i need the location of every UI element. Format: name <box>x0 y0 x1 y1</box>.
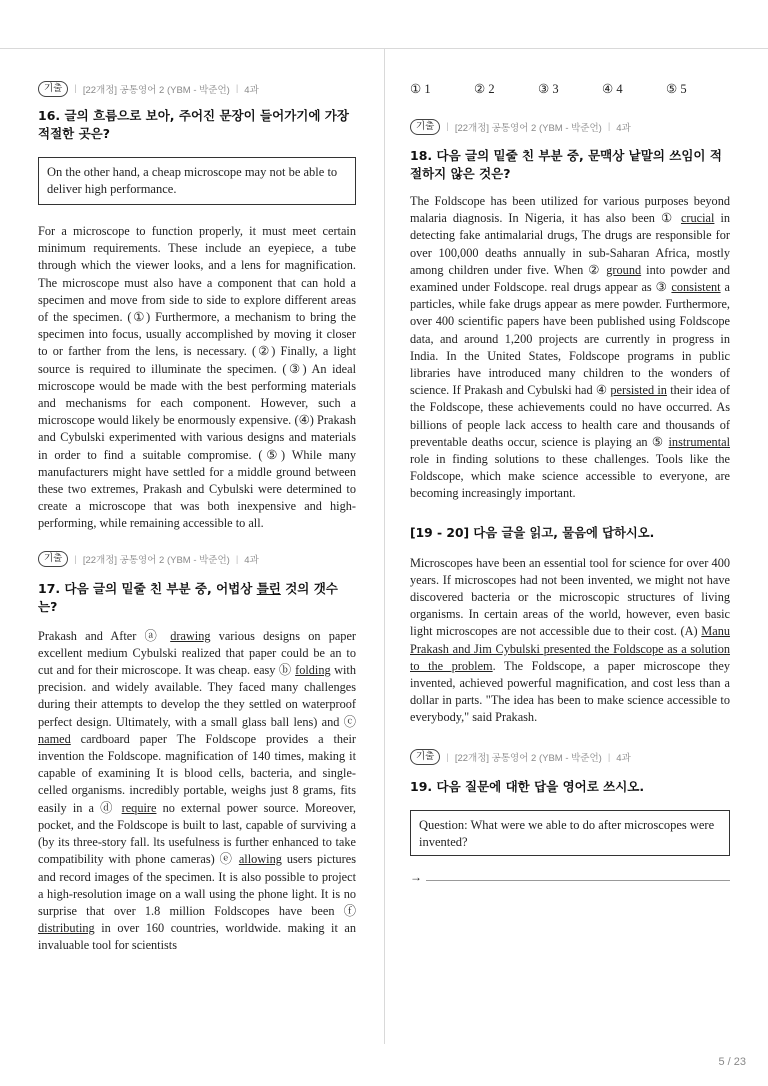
answer-blank[interactable] <box>426 880 730 881</box>
underlined-c: named <box>38 731 71 746</box>
q19-answer-line[interactable] <box>410 870 730 885</box>
q17-title: 17. 다음 글의 밑줄 친 부분 중, 어법상 틀린 것의 갯수는? <box>38 580 338 614</box>
q16-passage: For a microscope to function properly, it must meet certain minimum requirements. These include an eyepiece, a tube through which the viewer looks, and a lens for magnification. The microscope must also have a component that can hold a specimen and move from side to side to explore different areas of the specimen. (①) Furthermore, a mechanism to bring the specimen into focus, usually accomplished by moving it closer to or farther from the lens, is necessary. (②) Finally, a light source is required to illuminate the specimen. (③) An ideal microscope would be made with the best performing materials and mechanisms for each component. However, such a microscope would likely be enormously expensive. (④) Prakash and Cybulski experimented with various designs and materials in order to find a suitable compromise. (⑤) While many manufacturers might have settled for a middle ground between these two extremes, Prakash and Cybulski were determined to create a microscope that was both inexpensive and high-performing, while remaining accessible to all. <box>38 224 356 531</box>
q16-tagline: 기출 | [22개정] 공통영어 2 (YBM - 박준언) | 4과 <box>38 80 356 97</box>
answer-arrow: → <box>410 869 422 884</box>
underlined-5: instrumental <box>668 434 730 449</box>
left-column <box>38 80 356 955</box>
page-number: 5 / 23 <box>718 1056 746 1068</box>
q17-passage: Prakash and After ⓐ drawing various designs on paper excellent medium Cybulski realized that paper could be an to cut and for their microscope. It was cheap. easy ⓑ folding with precision. and widely available. They faced many challenges during their attempts to develop the they settled on waterproof perfect design. Ultimately, with a small glass ball lens) and ⓒ named cardboard paper The Foldscope provides a their invention the Foldscope. magnification of 140 times, making it capable of examining It is blood cells, bacteria, and single-celled organisms. incredibly portable, weighs just 8 grams, fits easily in a ⓓ require no external power source. Moreover, pocket, and the Foldscope is built to last, capable of surviving a (by its three-story fall. lts usefulness is further enhanced to take compatibility with phone cameras) ⓔ allowing users pictures and record images of the specimen. It is also possible to project a high-resolution image on a wall using the phone light. It is no surprise that over 1.8 million Foldscopes have been ⓕ distributing in over 160 countries, worldwide. making it an invaluable tool for scientists <box>38 628 357 953</box>
q19-question-box <box>410 810 730 856</box>
source-lesson: 4과 <box>244 555 259 567</box>
q16-given-sentence-box <box>38 157 356 205</box>
source-info: [22개정] 공통영어 2 (YBM - 박준언) <box>82 84 230 96</box>
source-lesson: 4과 <box>244 84 259 96</box>
choice-5[interactable]: ⑤ 5 <box>666 82 687 96</box>
source-lesson: 4과 <box>616 753 631 765</box>
q18-title: 18. 다음 글의 밑줄 친 부분 중, 문맥상 낱말의 쓰임이 적절하지 않은 것은? <box>410 148 722 181</box>
right-column <box>410 80 730 885</box>
q19-title: 19. 다음 질문에 대한 답을 영어로 쓰시오. <box>410 778 645 794</box>
source-badge: 기출 <box>38 551 68 567</box>
source-info: [22개정] 공통영어 2 (YBM - 박준언) <box>82 555 230 567</box>
q17-tagline: 기출 | [22개정] 공통영어 2 (YBM - 박준언) | 4과 <box>38 551 356 568</box>
choice-4[interactable]: ④ 4 <box>602 82 623 96</box>
underlined-1: crucial <box>680 211 715 226</box>
choice-3[interactable]: ③ 3 <box>538 82 559 96</box>
q17-choices <box>410 80 730 98</box>
source-badge: 기출 <box>410 119 440 135</box>
q16-given-sentence: On the other hand, a cheap microscope may not be able to deliver high performance. <box>47 165 338 196</box>
choice-2[interactable]: ② 2 <box>474 82 495 96</box>
source-badge: 기출 <box>38 81 68 97</box>
underlined-f: distributing <box>38 921 95 936</box>
source-info: [22개정] 공통영어 2 (YBM - 박준언) <box>454 753 602 765</box>
underlined-3: consistent <box>671 280 721 295</box>
underlined-2: ground <box>606 262 642 277</box>
q16-title: 16. 글의 흐름으로 보아, 주어진 문장이 들어가기에 가장 적절한 곳은? <box>38 108 349 141</box>
source-info: [22개정] 공통영어 2 (YBM - 박준언) <box>454 122 602 134</box>
q18-tagline: 기출 | [22개정] 공통영어 2 (YBM - 박준언) | 4과 <box>410 118 730 135</box>
underlined-4: persisted in <box>610 383 667 398</box>
q19-tagline: 기출 | [22개정] 공통영어 2 (YBM - 박준언) | 4과 <box>410 749 730 766</box>
source-lesson: 4과 <box>616 122 631 134</box>
choice-1[interactable]: ① 1 <box>410 82 431 96</box>
underlined-a: drawing <box>170 628 211 643</box>
underlined-A: Manu Prakash and Jim Cybulski presented the Foldscope as a solution to the problem <box>410 624 730 673</box>
underlined-d: require <box>121 800 157 815</box>
underlined-e: allowing <box>238 852 282 867</box>
source-badge: 기출 <box>410 749 440 765</box>
underlined-b: folding <box>295 663 331 678</box>
q18-passage: The Foldscope has been utilized for various purposes beyond malaria diagnosis. In Nigeria, it has also been ① crucial in detecting fake antimalarial drugs, The drugs are responsible for over 100,000 deaths annually in sub-Saharan Africa, mostly among children under five. When ② ground into powder and examined under Foldscope. real drugs appear as ③ consistent a particles, while fake drugs appear as mere powder. Furthermore, over 400 scientific papers have been published using Foldscope data, and around 1,200 projects are currently in progress in India. In the United States, Foldscope programs in public libraries have introduced many children to the wonders of science. If Prakash and Cybulski had ④ persisted in their idea of the Foldscope, these achievements could no have occurred. As billions of people lack access to health care and thousands of preventable deaths occur, science is playing an ⑤ instrumental role in finding solutions to these challenges. Tools like the Foldscope, which make science accessible to everyone, are becoming increasingly important. <box>410 194 731 501</box>
column-divider <box>384 48 385 1044</box>
section-19-20-heading: [19 - 20] 다음 글을 읽고, 물음에 답하시오. <box>410 525 655 540</box>
section-19-20-passage: Microscopes have been an essential tool for science for over 400 years. If microscopes had not been invented, we might not have discovered bacteria or the microscopic structures of living organisms. In certain areas of the world, however, even basic light microscopes are not accessible due to their cost. (A) Manu Prakash and Jim Cybulski presented the Foldscope as a solution to the problem. The Foldscope, a paper microscope they invented, achieved powerful magnification, and cost less than a dollar in parts. "The idea has been to make science accessible to everybody," said Prakash. <box>410 555 730 725</box>
q19-question: Question: What were we able to do after microscopes were invented? <box>419 817 715 849</box>
